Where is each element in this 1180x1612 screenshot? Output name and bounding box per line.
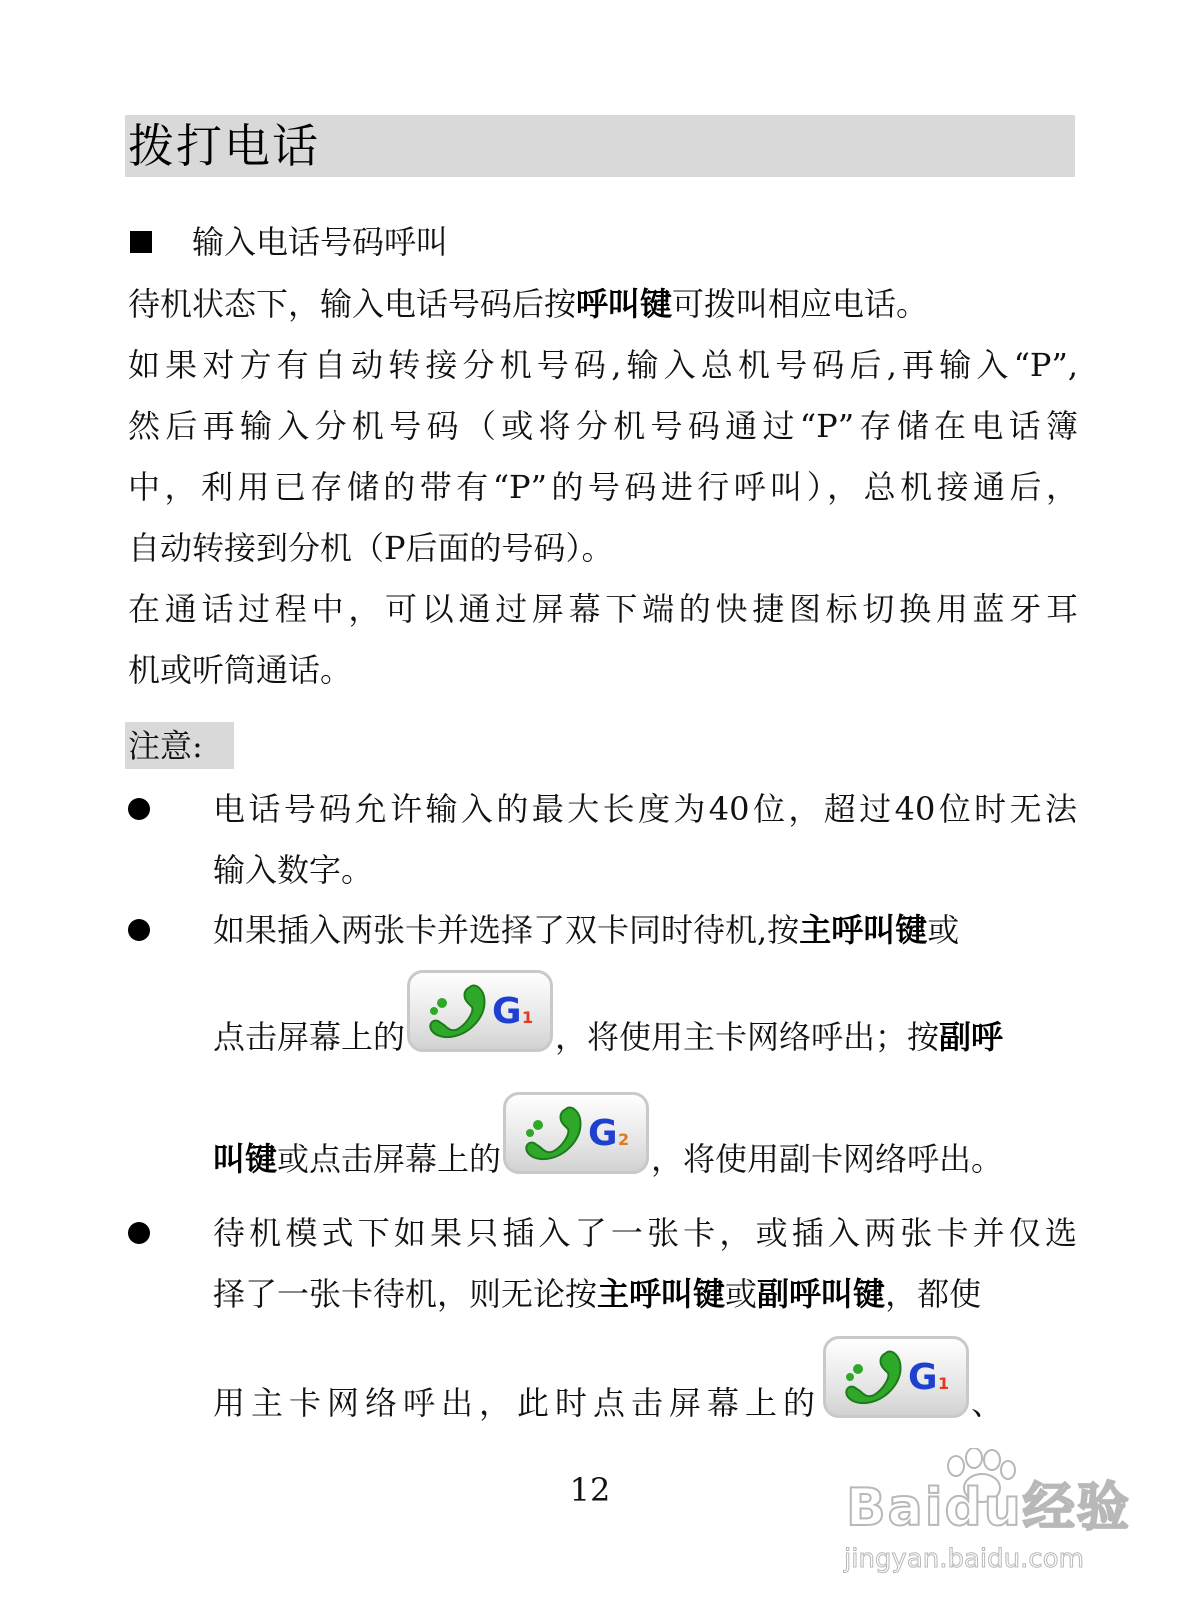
note-item-2-line-3 — [213, 1092, 1077, 1182]
note-text: 或点击屏幕上的 — [277, 1140, 502, 1178]
paragraph-2-line: 自动转接到分机（P后面的号码）。 — [128, 529, 614, 567]
sub-call-key-term: 副呼 — [939, 1018, 1004, 1056]
sub-call-key-term: 副呼叫键 — [757, 1275, 886, 1313]
note-label: 注意: — [128, 727, 203, 765]
page-number: 12 — [569, 1471, 611, 1509]
paragraph-1 — [128, 284, 1078, 324]
sim-number: 1 — [522, 1008, 534, 1027]
phone-icon — [838, 1347, 908, 1409]
call-sim1-icon[interactable] — [823, 1336, 969, 1418]
note-text: 点击屏幕上的 — [213, 1018, 406, 1056]
g-letter: G — [588, 1113, 618, 1154]
phone-icon — [518, 1103, 588, 1165]
note-text: ，都使 — [885, 1275, 982, 1313]
g-letter: G — [492, 991, 522, 1032]
bullet-dot-icon — [128, 798, 150, 820]
g-letter: G — [908, 1357, 938, 1398]
paragraph-2-line: 如果对方有自动转接分机号码,输入总机号码后,再输入“P”, — [128, 346, 1078, 384]
note-text: ，将使用副卡网络呼出。 — [651, 1140, 1004, 1178]
note-text: 择了一张卡待机，则无论按 — [213, 1275, 598, 1313]
call-sim2-icon[interactable] — [503, 1092, 649, 1174]
watermark-url: jingyan.baidu.com — [844, 1544, 1084, 1574]
p1-text: 待机状态下，输入电话号码后按 — [128, 285, 577, 323]
call-key-term: 呼叫键 — [576, 285, 673, 323]
sim-number: 1 — [938, 1374, 950, 1393]
paragraph-3-line: 机或听筒通话。 — [128, 651, 353, 689]
note-item-2-line-1 — [213, 910, 1077, 950]
p1-text-end: 可拨叫相应电话。 — [672, 285, 929, 323]
paragraph-2-line: 中，利用已存储的带有“P”的号码进行呼叫），总机接通后， — [128, 468, 1078, 506]
watermark-logo: Baidu经验 — [846, 1478, 1131, 1538]
note-text: 、 — [971, 1384, 1010, 1422]
note-item-3-line-1: 待机模式下如果只插入了一张卡，或插入两张卡并仅选 — [213, 1214, 1077, 1252]
sub-call-key-term: 叫键 — [213, 1140, 278, 1178]
main-call-key-term: 主呼叫键 — [799, 911, 928, 949]
note-item-3-line-2 — [213, 1274, 1077, 1314]
note-item-3-line-3 — [213, 1336, 1077, 1426]
note-text: 用主卡网络呼出，此时点击屏幕上的 — [213, 1384, 822, 1422]
phone-icon — [422, 981, 492, 1043]
bullet-dot-icon — [128, 919, 150, 941]
note-text: 如果插入两张卡并选择了双卡同时待机,按 — [213, 911, 800, 949]
note-text: 或 — [927, 911, 960, 949]
bullet-dot-icon — [128, 1222, 150, 1244]
note-text: ，将使用主卡网络呼出；按 — [555, 1018, 940, 1056]
call-sim1-icon[interactable] — [407, 970, 553, 1052]
note-item-1-line: 输入数字。 — [213, 851, 374, 889]
page-heading: 拨打电话 — [128, 119, 320, 173]
note-item-1-line: 电话号码允许输入的最大长度为40位，超过40位时无法 — [213, 790, 1077, 828]
note-text: 或 — [725, 1275, 758, 1313]
paragraph-3-line: 在通话过程中，可以通过屏幕下端的快捷图标切换用蓝牙耳 — [128, 590, 1078, 628]
baidu-watermark — [836, 1448, 1136, 1588]
main-call-key-term: 主呼叫键 — [597, 1275, 726, 1313]
sim-number: 2 — [618, 1130, 630, 1149]
square-bullet-icon — [130, 231, 152, 253]
note-item-2-line-2 — [213, 970, 1077, 1060]
section-title: 输入电话号码呼叫 — [192, 223, 449, 261]
paragraph-2-line: 然后再输入分机号码（或将分机号码通过“P”存储在电话簿 — [128, 407, 1078, 445]
